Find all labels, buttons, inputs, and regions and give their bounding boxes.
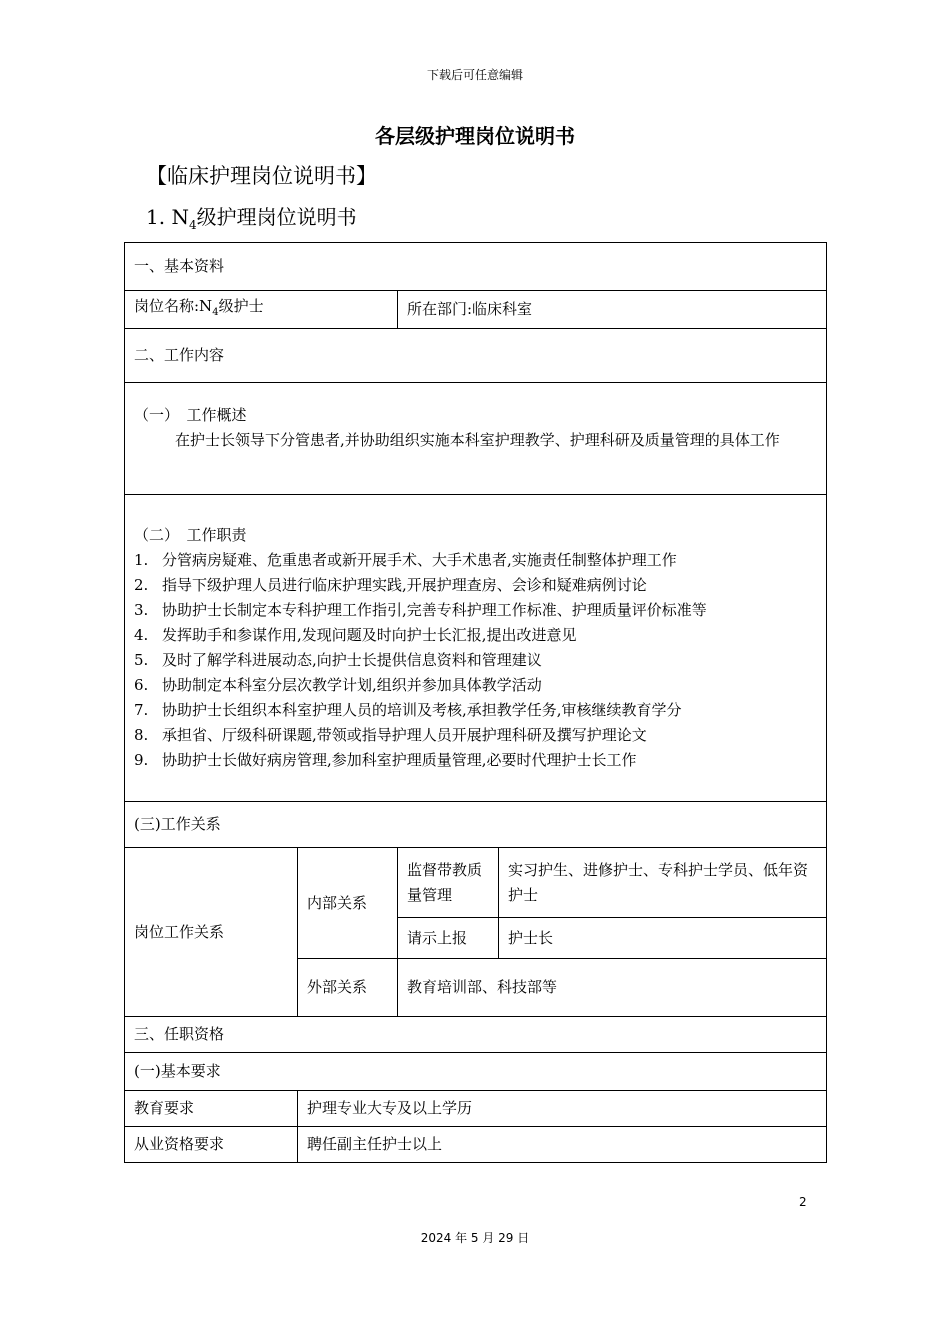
internal-label: 内部关系 [298,848,398,959]
duties-cell [125,495,827,802]
work-content-heading: 二、工作内容 [125,329,827,383]
list-item: 9. 协助护士长做好病房管理,参加科室护理质量管理,必要时代理护士长工作 [134,751,637,769]
list-item: 8. 承担省、厅级科研课题,带领或指导护理人员开展护理科研及撰写护理论文 [134,726,647,744]
department-cell: 所在部门:临床科室 [398,291,827,329]
duties-list [134,548,817,773]
education-label: 教育要求 [125,1091,298,1127]
external-label: 外部关系 [298,959,398,1017]
supervise-label: 监督带教质量管理 [398,848,499,918]
education-value: 护理专业大专及以上学历 [298,1091,827,1127]
license-label: 从业资格要求 [125,1127,298,1163]
header-note: 下载后可任意编辑 [426,68,523,82]
list-item: 5. 及时了解学科进展动态,向护士长提供信息资料和管理建议 [134,651,542,669]
basic-info-heading: 一、基本资料 [125,243,827,291]
position-table [124,242,827,1163]
list-item: 3. 协助护士长制定本专科护理工作指引,完善专科护理工作标准、护理质量评价标准等 [134,601,707,619]
list-item: 4. 发挥助手和参谋作用,发现问题及时向护士长汇报,提出改进意见 [134,626,577,644]
relations-label: 岗位工作关系 [125,848,298,1017]
license-value: 聘任副主任护士以上 [298,1127,827,1163]
report-label: 请示上报 [398,918,499,959]
overview-cell [125,383,827,495]
relations-heading: (三)工作关系 [125,802,827,848]
supervise-value: 实习护生、进修护士、专科护士学员、低年资护士 [499,848,827,918]
footer-date: 2024 年 5 月 29 日 [420,1231,530,1245]
sub-title: 1. $N_4$级护理岗位说明书 [146,205,357,232]
basic-requirements-heading: (一)基本要求 [125,1053,827,1091]
overview-text: 在护士长领导下分管患者,并协助组织实施本科室护理教学、护理科研及质量管理的具体工作 [175,431,780,449]
list-item: 6. 协助制定本科室分层次教学计划,组织并参加具体教学活动 [134,676,542,694]
page-number: 2 [799,1195,807,1209]
list-item: 2. 指导下级护理人员进行临床护理实践,开展护理查房、会诊和疑难病例讨论 [134,576,647,594]
list-item: 1. 分管病房疑难、危重患者或新开展手术、大手术患者,实施责任制整体护理工作 [134,551,677,569]
position-name-cell: 岗位名称$:N_4$级护士 [125,291,398,329]
document-title: 各层级护理岗位说明书 [375,124,575,148]
overview-heading: （一） 工作概述 [134,406,247,424]
report-value: 护士长 [499,918,827,959]
duties-heading: （二） 工作职责 [134,526,247,544]
section-title: 【临床护理岗位说明书】 [146,164,377,188]
external-value: 教育培训部、科技部等 [398,959,827,1017]
qualifications-heading: 三、任职资格 [125,1017,827,1053]
list-item: 7. 协助护士长组织本科室护理人员的培训及考核,承担教学任务,审核继续教育学分 [134,701,682,719]
